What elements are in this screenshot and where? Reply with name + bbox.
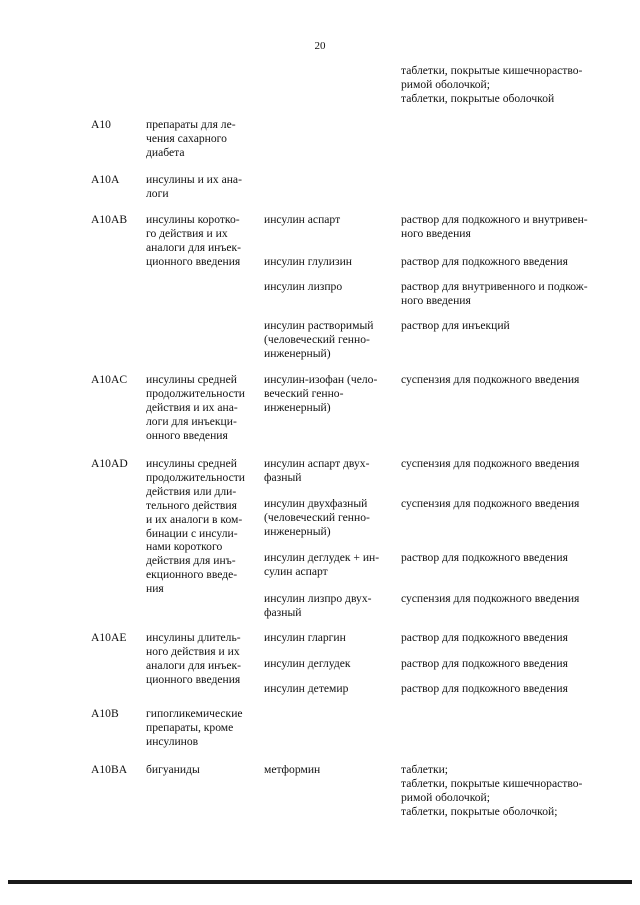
anatomical-therapeutic-group: инсулины коротко- го действия и их аналоги для инъек- ционного введения: [146, 213, 241, 268]
drug-name: инсулин деглудек + ин- сулин аспарт: [264, 551, 380, 578]
dosage-form: раствор для инъекций: [401, 319, 510, 332]
anatomical-therapeutic-group: инсулины и их ана- логи: [146, 173, 242, 200]
atc-code: A10AD: [91, 457, 128, 470]
drug-name: инсулин лизпро: [264, 280, 343, 293]
continued-dosage-forms: таблетки, покрытые кишечнораство- римой оболочкой; таблетки, покрытые оболочкой: [401, 64, 583, 105]
atc-code: A10A: [91, 173, 120, 186]
anatomical-therapeutic-group: препараты для ле- чения сахарного диабета: [146, 118, 236, 159]
atc-code: A10AC: [91, 373, 128, 386]
drug-name: инсулин-изофан (чело- веческий генно- инженерный): [264, 373, 378, 414]
drug-name: метформин: [264, 763, 321, 776]
dosage-form: раствор для внутривенного и подкож- ного введения: [401, 280, 588, 307]
dosage-form: суспензия для подкожного введения: [401, 497, 580, 510]
drug-name: инсулин деглудек: [264, 657, 351, 670]
atc-code: A10BA: [91, 763, 128, 776]
atc-code: A10AB: [91, 213, 128, 226]
drug-name: инсулин двухфазный (человеческий генно- инженерный): [264, 497, 370, 538]
anatomical-therapeutic-group: инсулины средней продолжительности действия или дли- тельного действия и их аналоги в ком- бинации с инсули- нами короткого действия для инъ- екционного введе- ния: [146, 457, 245, 596]
dosage-form: таблетки; таблетки, покрытые кишечнораство- римой оболочкой; таблетки, покрытые оболочкой;: [401, 763, 583, 818]
drug-name: инсулин лизпро двух- фазный: [264, 592, 372, 619]
dosage-form: суспензия для подкожного введения: [401, 457, 580, 470]
atc-code: A10: [91, 118, 111, 131]
dosage-form: раствор для подкожного и внутривен- ного введения: [401, 213, 588, 240]
dosage-form: суспензия для подкожного введения: [401, 592, 580, 605]
anatomical-therapeutic-group: гипогликемические препараты, кроме инсулинов: [146, 707, 243, 748]
anatomical-therapeutic-group: бигуаниды: [146, 763, 200, 776]
dosage-form: раствор для подкожного введения: [401, 657, 568, 670]
drug-name: инсулин детемир: [264, 682, 349, 695]
dosage-form: раствор для подкожного введения: [401, 631, 568, 644]
drug-name: инсулин аспарт: [264, 213, 341, 226]
atc-code: A10B: [91, 707, 119, 720]
drug-name: инсулин растворимый (человеческий генно- инженерный): [264, 319, 374, 360]
dosage-form: раствор для подкожного введения: [401, 682, 568, 695]
bottom-rule: [8, 880, 632, 884]
dosage-form: раствор для подкожного введения: [401, 551, 568, 564]
anatomical-therapeutic-group: инсулины средней продолжительности действия и их ана- логи для инъекци- онного введения: [146, 373, 245, 442]
dosage-form: раствор для подкожного введения: [401, 255, 568, 268]
atc-code: A10AE: [91, 631, 127, 644]
dosage-form: суспензия для подкожного введения: [401, 373, 580, 386]
drug-name: инсулин аспарт двух- фазный: [264, 457, 370, 484]
anatomical-therapeutic-group: инсулины длитель- ного действия и их аналоги для инъек- ционного введения: [146, 631, 241, 686]
page-number: 20: [314, 40, 326, 52]
drug-name: инсулин глулизин: [264, 255, 352, 268]
drug-name: инсулин гларгин: [264, 631, 346, 644]
